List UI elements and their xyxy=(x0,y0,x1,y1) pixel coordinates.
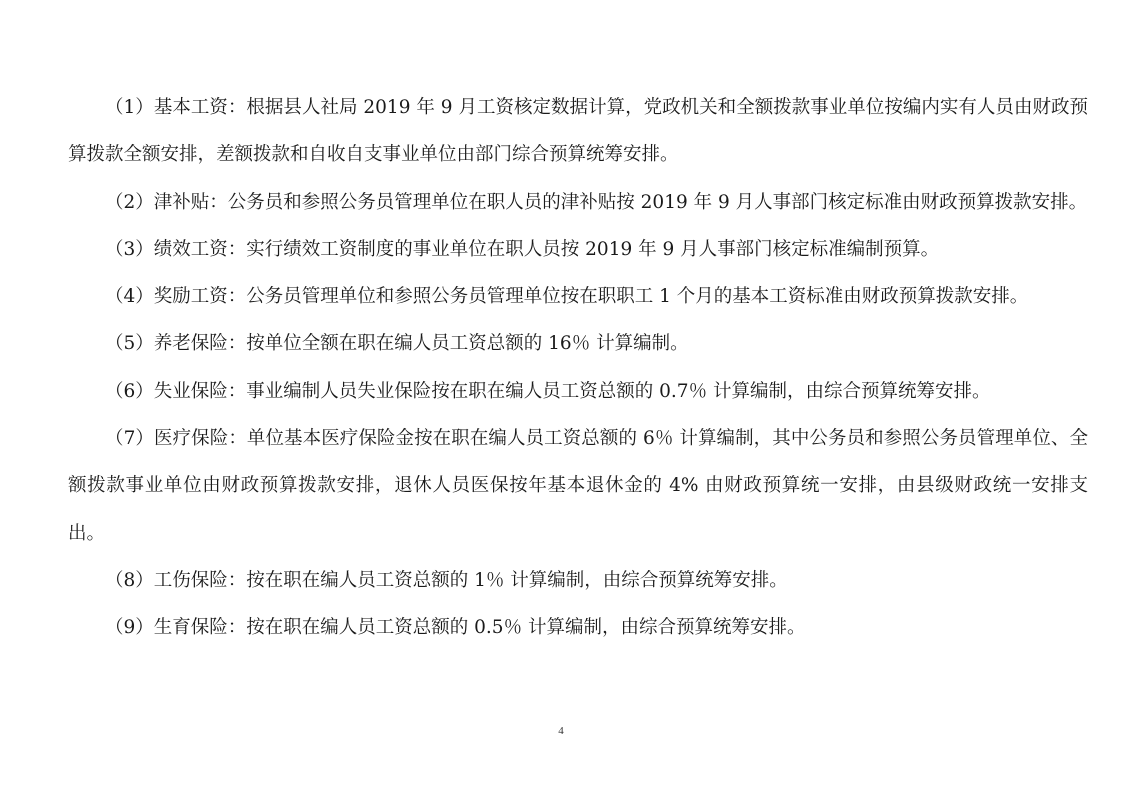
paragraph-pension-insurance: （5）养老保险：按单位全额在职在编人员工资总额的 16％ 计算编制。 xyxy=(105,333,689,355)
page-number: 4 xyxy=(558,725,564,737)
paragraph-medical-insurance: （7）医疗保险：单位基本医疗保险金按在职在编人员工资总额的 6％ 计算编制，其中公务员和参照公务员管理单位、全额拨款事业单位由财政预算拨款安排，退休人员医保按年基本退休金的 4% 由财政预算统一安排，由县级财政统一安排支出。 xyxy=(68,428,1088,544)
paragraph-basic-salary: （1）基本工资：根据县人社局 2019 年 9 月工资核定数据计算，党政机关和全额拨款事业单位按编内实有人员由财政预算拨款全额安排，差额拨款和自收自支事业单位由部门综合预算统筹安排。 xyxy=(68,97,1088,166)
document-body xyxy=(68,84,1088,652)
paragraph-unemployment-insurance: （6）失业保险：事业编制人员失业保险按在职在编人员工资总额的 0.7％ 计算编制，由综合预算统筹安排。 xyxy=(105,380,991,402)
paragraph-allowance: （2）津补贴：公务员和参照公务员管理单位在职人员的津补贴按 2019 年 9 月人事部门核定标准由财政预算拨款安排。 xyxy=(105,191,1088,213)
paragraph-bonus-pay: （4）奖励工资：公务员管理单位和参照公务员管理单位按在职职工 1 个月的基本工资标准由财政预算拨款安排。 xyxy=(105,286,1029,308)
paragraph-maternity-insurance: （9）生育保险：按在职在编人员工资总额的 0.5％ 计算编制，由综合预算统筹安排。 xyxy=(105,617,806,639)
paragraph-injury-insurance: （8）工伤保险：按在职在编人员工资总额的 1％ 计算编制，由综合预算统筹安排。 xyxy=(105,569,788,591)
paragraph-performance-pay: （3）绩效工资：实行绩效工资制度的事业单位在职人员按 2019 年 9 月人事部门核定标准编制预算。 xyxy=(105,238,940,260)
